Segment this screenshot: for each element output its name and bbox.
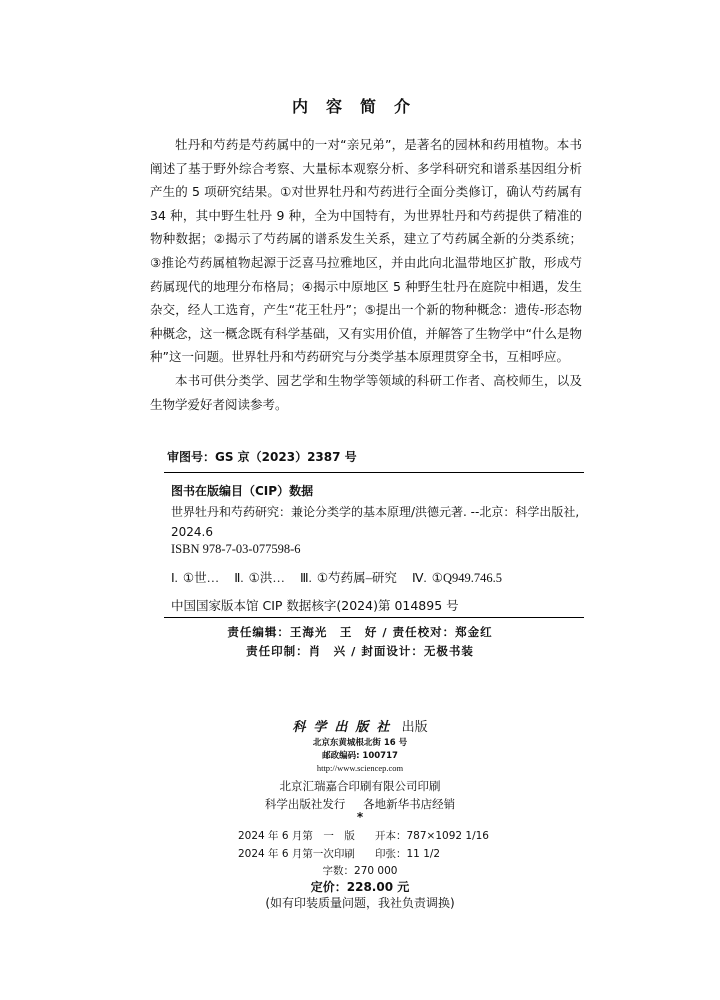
edition: 2024 年 6 月第 一 版 bbox=[238, 830, 355, 842]
quality-note: (如有印装质量问题，我社负责调换) bbox=[265, 896, 455, 910]
printer: 北京汇瑞嘉合印刷有限公司印刷 bbox=[279, 779, 441, 793]
editors-line-1: 责任编辑：王海光 王 好 / 责任校对：郑金红 bbox=[227, 625, 493, 639]
cip-class-4: Ⅳ. ①Q949.746.5 bbox=[411, 571, 502, 585]
price: 定价：228.00 元 bbox=[310, 880, 410, 894]
publisher-logo-text: 科学出版社 bbox=[292, 720, 398, 735]
cip-class-2: Ⅱ. ①洪… bbox=[234, 571, 285, 585]
cip-isbn: ISBN 978-7-03-077598-6 bbox=[171, 542, 301, 556]
distribution: 科学出版社发行 各地新华书店经销 bbox=[264, 797, 456, 811]
publisher-address: 北京东黄城根北街 16 号 bbox=[312, 738, 408, 748]
cip-heading: 图书在版编目（CIP）数据 bbox=[171, 484, 314, 498]
publisher-name bbox=[0, 716, 720, 735]
cip-classification bbox=[171, 568, 581, 586]
printing: 2024 年 6 月第一次印刷 bbox=[238, 848, 355, 860]
cip-class-1: Ⅰ. ①世… bbox=[171, 571, 220, 585]
publisher-url: http://www.sciencep.com bbox=[316, 763, 404, 773]
cip-class-3: Ⅲ. ①芍药属–研究 bbox=[300, 571, 397, 585]
section-title: 内容简介 bbox=[291, 97, 428, 116]
word-count: 字数：270 000 bbox=[322, 865, 398, 877]
book-format: 开本：787×1092 1/16 bbox=[375, 830, 489, 842]
separator-star: * bbox=[356, 810, 364, 824]
map-approval-number: 审图号：GS 京（2023）2387 号 bbox=[167, 450, 357, 464]
printed-sheets: 印张：11 1/2 bbox=[375, 848, 441, 860]
abstract-paragraph-1: 牡丹和芍药是芍药属中的一对“亲兄弟”，是著名的园林和药用植物。本书阐述了基于野外综合考察、大量标本观察分析、多学科研究和谱系基因组分析产生的 5 项研究结果。①对世界牡丹和芍药进行全面分类修订，确认芍药属有 34 种，其中野生牡丹 9 种，全为中国特有，为世界牡丹和芍药提供了精准的物种数据；②揭示了芍药属的谱系发生关系，建立了芍药属全新的分类系统；③推论芍药属植物起源于泛喜马拉雅地区，并由此向北温带地区扩散，形成芍药属现代的地理分布格局；④揭示中原地区 5 种野生牡丹在庭院中相遇，发生杂交，经人工选育，产生“花王牡丹”；⑤提出一个新的物种概念：遗传-形态物种概念，这一概念既有科学基础，又有实用价值，并解答了生物学中“什么是物种”这一问题。世界牡丹和芍药研究与分类学基本原理贯穿全书，互相呼应。 bbox=[150, 137, 582, 365]
divider-bottom bbox=[164, 617, 584, 618]
abstract-paragraph-2: 本书可供分类学、园艺学和生物学等领域的科研工作者、高校师生，以及生物学爱好者阅读参考。 bbox=[150, 372, 582, 412]
editors-line-2: 责任印制：肖 兴 / 封面设计：无极书装 bbox=[246, 644, 474, 658]
cip-record-number: 中国国家版本馆 CIP 数据核字(2024)第 014895 号 bbox=[171, 598, 459, 613]
cip-description: 世界牡丹和芍药研究：兼论分类学的基本原理/洪德元著. --北京：科学出版社, 2024.6 bbox=[171, 505, 580, 539]
divider-top bbox=[164, 472, 584, 473]
abstract bbox=[150, 133, 582, 416]
publisher-suffix: 出版 bbox=[401, 720, 428, 735]
publisher-postcode: 邮政编码: 100717 bbox=[322, 751, 398, 761]
